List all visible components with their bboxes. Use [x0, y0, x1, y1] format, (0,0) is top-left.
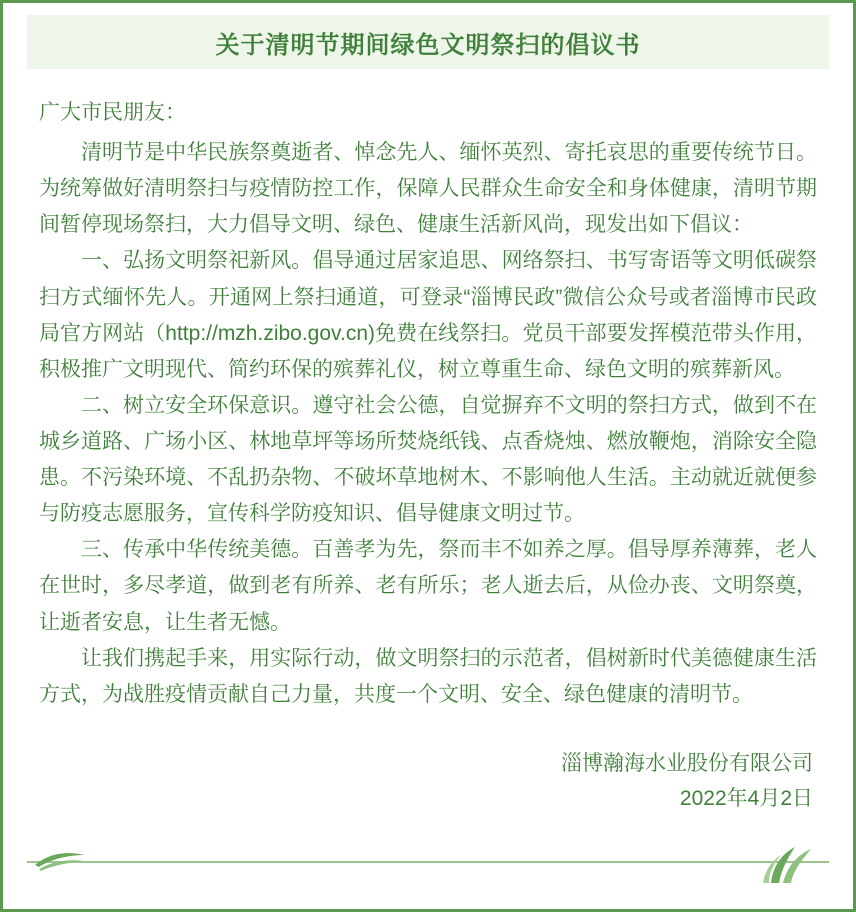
- signature-block: [561, 746, 813, 817]
- paragraph-1: 清明节是中华民族祭奠逝者、悼念先人、缅怀英烈、寄托哀思的重要传统节日。为统筹做好清明祭扫与疫情防控工作，保障人民群众生命安全和身体健康，清明节期间暂停现场祭扫，大力倡导文明、绿色、健康生活新风尚，现发出如下倡议：: [39, 141, 817, 237]
- paragraph-5: 让我们携起手来，用实际行动，做文明祭扫的示范者，倡树新时代美德健康生活方式，为战胜疫情贡献自己力量，共度一个文明、安全、绿色健康的清明节。: [39, 646, 817, 706]
- paragraph-2: 一、弘扬文明祭祀新风。倡导通过居家追思、网络祭扫、书写寄语等文明低碳祭扫方式缅怀先人。开通网上祭扫通道，可登录“淄博民政”微信公众号或者淄博市民政局官方网站（http://mzh.zibo.gov.cn)免费在线祭扫。党员干部要发挥模范带头作用，积极推广文明现代、简约环保的殡葬礼仪，树立尊重生命、绿色文明的殡葬新风。: [39, 249, 817, 381]
- bamboo-leaf-left-icon: [33, 847, 93, 873]
- salutation: 广大市民朋友：: [39, 101, 186, 124]
- page-title: 关于清明节期间绿色文明祭扫的倡议书: [215, 31, 641, 59]
- paragraph-4: 三、传承中华传统美德。百善孝为先，祭而丰不如养之厚。倡导厚养薄葬，老人在世时，多尽孝道，做到老有所养、老有所乐；老人逝去后，从俭办丧、文明祭奠，让逝者安息，让生者无憾。: [39, 538, 817, 634]
- document-title-band: [27, 15, 829, 69]
- paragraph-3: 二、树立安全环保意识。遵守社会公德，自觉摒弃不文明的祭扫方式，做到不在城乡道路、广场小区、林地草坪等场所焚烧纸钱、点香烧烛、燃放鞭炮，消除安全隐患。不污染环境、不乱扔杂物、不破坏草地树木、不影响他人生活。主动就近就便参与防疫志愿服务，宣传科学防疫知识、倡导健康文明过节。: [39, 393, 817, 526]
- footer-divider: [27, 861, 829, 863]
- signature-organization: 淄博瀚海水业股份有限公司: [561, 751, 813, 775]
- bamboo-leaf-right-icon: [761, 845, 819, 885]
- document-body: [3, 69, 853, 713]
- signature-date: 2022年4月2日: [679, 787, 813, 811]
